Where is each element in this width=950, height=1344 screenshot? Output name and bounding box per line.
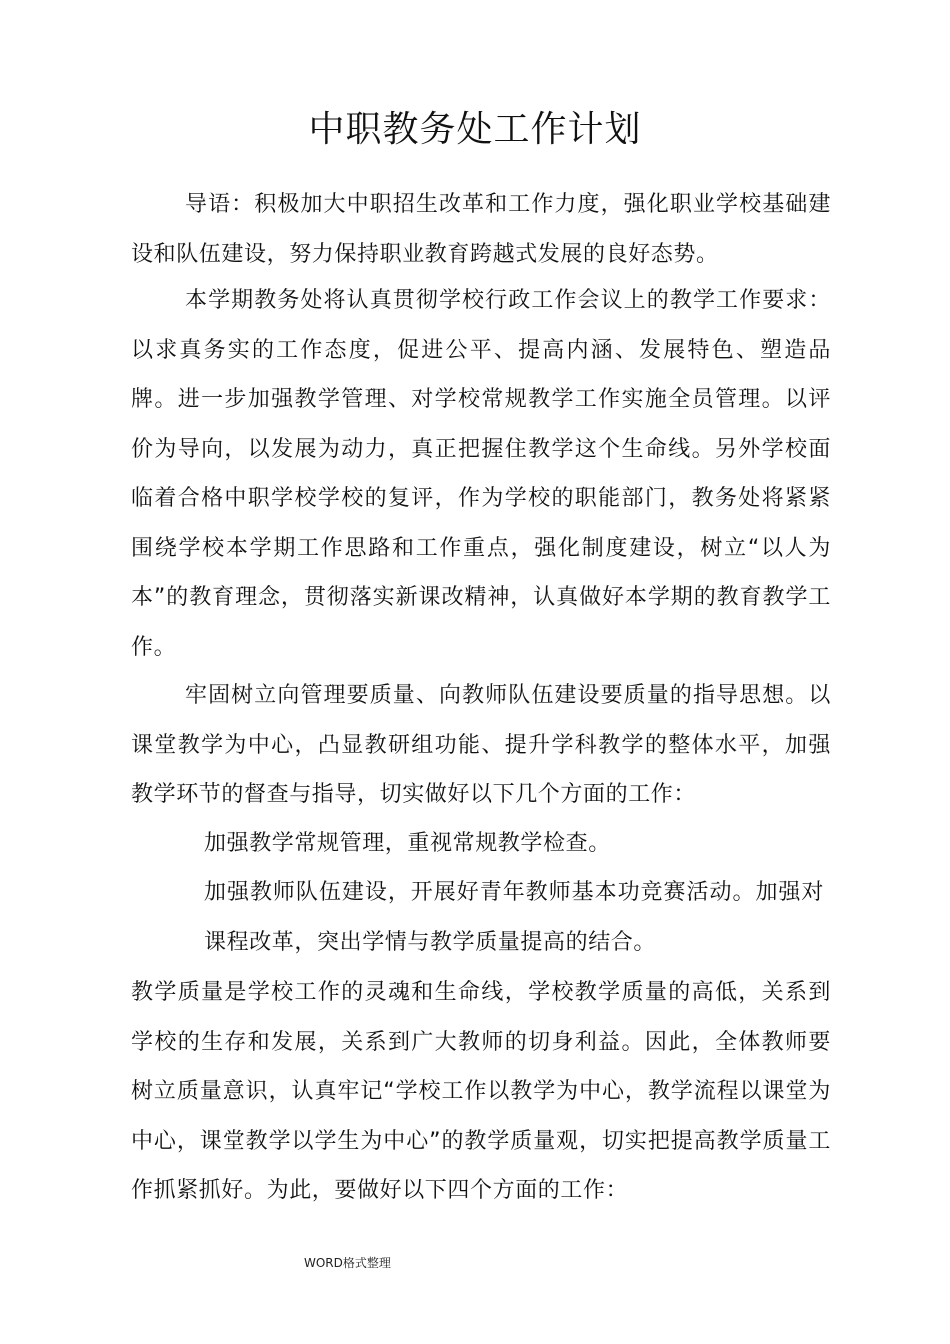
list-item: 加强教师队伍建设，开展好青年教师基本功竞赛活动。加强对课程改革，突出学情与教学质量提高的结合。 — [204, 880, 824, 955]
document-title: 中职教务处工作计划 — [308, 109, 642, 150]
closing-paragraph: 教学质量是学校工作的灵魂和生命线，学校教学质量的高低，关系到学校的生存和发展，关系到广大教师的切身利益。因此，全体教师要树立质量意识，认真牢记“学校工作以教学为中心，教学流程以课堂为中心，课堂教学以学生为中心”的教学质量观，切实把提高教学质量工作抓紧抓好。为此，要做好以下四个方面的工作： — [131, 980, 831, 1203]
body-paragraph-2: 牢固树立向管理要质量、向教师队伍建设要质量的指导思想。以课堂教学为中心，凸显教研组功能、提升学科教学的整体水平，加强教学环节的督查与指导，切实做好以下几个方面的工作： — [131, 683, 831, 807]
list-item: 加强教学常规管理，重视常规教学检查。 — [204, 831, 611, 856]
footer-watermark: WORD格式整理 — [304, 1256, 391, 1270]
body-paragraph-1: 本学期教务处将认真贯彻学校行政工作会议上的教学工作要求：以求真务实的工作态度，促进公平、提高内涵、发展特色、塑造品牌。进一步加强教学管理、对学校常规教学工作实施全员管理。以评价为导向，以发展为动力，真正把握住教学这个生命线。另外学校面临着合格中职学校学校的复评，作为学校的职能部门，教务处将紧紧围绕学校本学期工作思路和工作重点，强化制度建设，树立“以人为本”的教育理念，贯彻落实新课改精神，认真做好本学期的教育教学工作。 — [131, 288, 831, 660]
intro-paragraph: 导语：积极加大中职招生改革和工作力度，强化职业学校基础建设和队伍建设，努力保持职业教育跨越式发展的良好态势。 — [131, 192, 831, 267]
